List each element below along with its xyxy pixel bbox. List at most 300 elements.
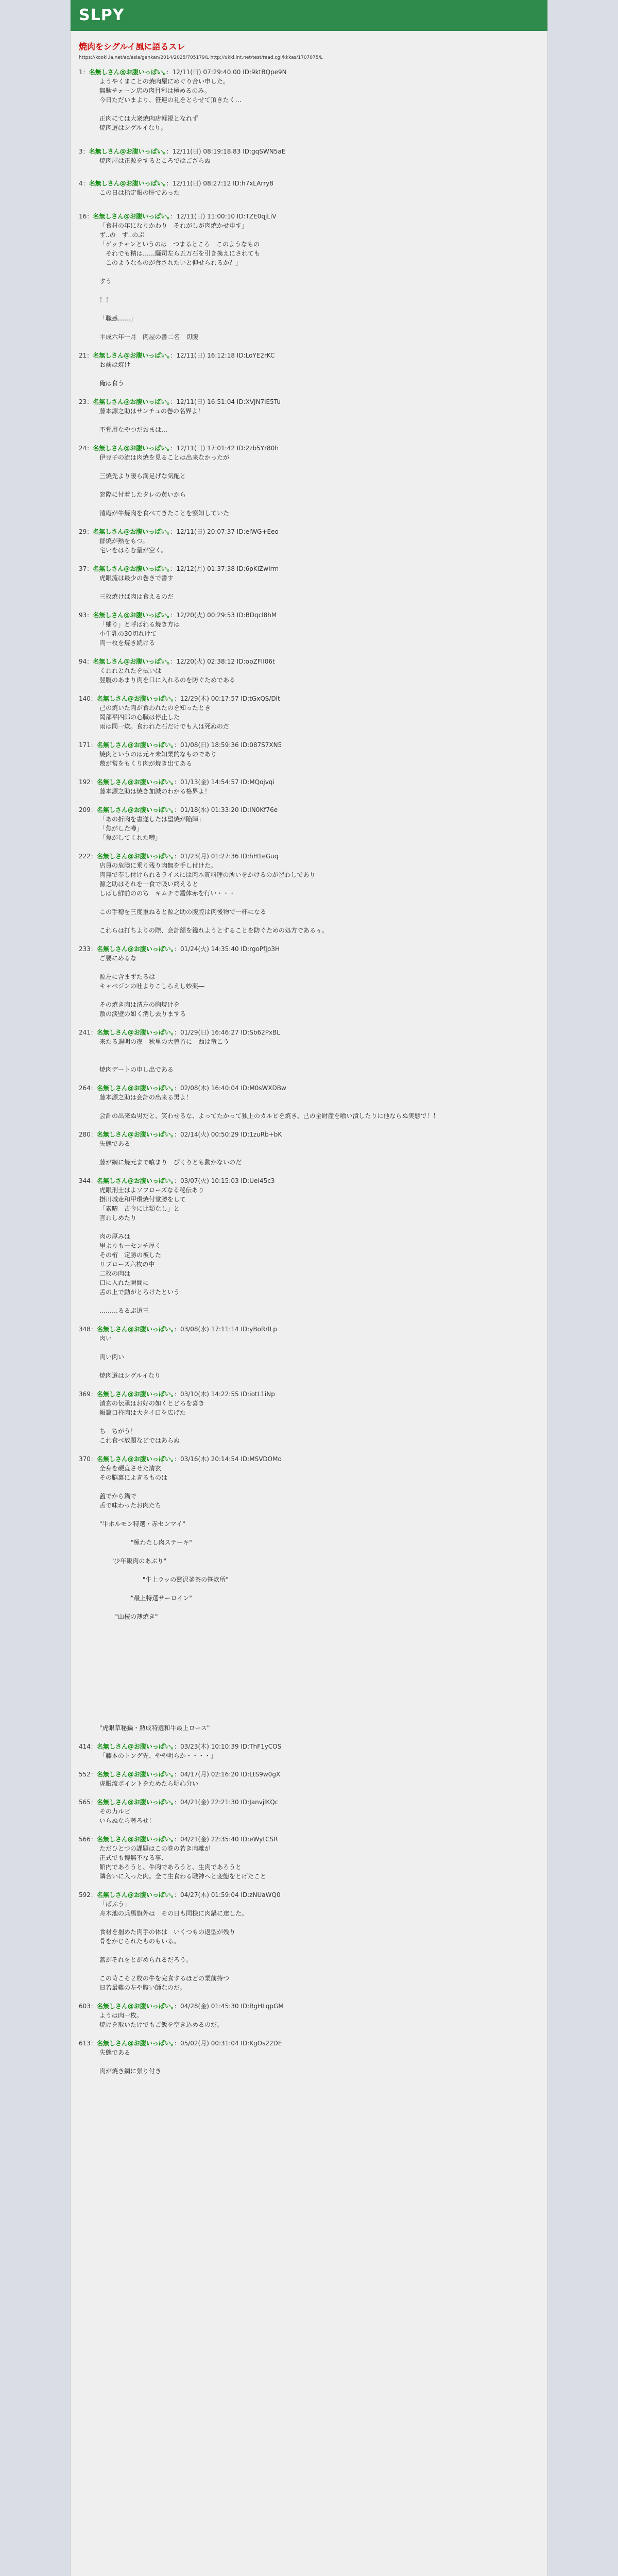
poster-name: 名無しさん@お腹いっぱい。: [96, 1771, 174, 1778]
post-line: 肉い肉い: [99, 1353, 125, 1361]
post-line: ず..の ず..のぷ: [99, 231, 145, 239]
poster-name: 名無しさん@お腹いっぱい。: [96, 778, 174, 786]
post-line: [99, 1566, 539, 1575]
post-number-separator: ：: [87, 352, 93, 359]
post-header: [79, 444, 539, 453]
post-header: [79, 2039, 539, 2048]
post-number-separator: ：: [90, 1771, 97, 1778]
post-line: 清庵が牛焼肉を食べてきたことを察知していた: [99, 510, 230, 517]
post-line: [99, 1148, 539, 1158]
post-number-separator: ：: [87, 213, 93, 220]
post-line: その力ルビ: [99, 1808, 131, 1815]
post-line: 三焼先より凄ら満足げな気配と: [99, 472, 186, 480]
post-header: [79, 2002, 539, 2011]
post: [79, 805, 539, 842]
post-number[interactable]: 29: [79, 528, 87, 535]
post-header: [79, 852, 539, 861]
post: [79, 67, 539, 132]
poster-name: 名無しさん@お腹いっぱい。: [96, 1391, 174, 1398]
post-header: [79, 351, 539, 360]
post-body: [79, 156, 539, 165]
post-meta: ：01/24(火) 14:35:40 ID:rgoPfjp3H: [174, 945, 280, 953]
poster-name: 名無しさん@お腹いっぱい。: [96, 695, 174, 702]
post-line: [99, 1297, 539, 1306]
post-number[interactable]: 552: [79, 1771, 91, 1778]
post-body: [79, 815, 539, 842]
post-line: [99, 1964, 539, 1974]
post-line: [99, 1417, 539, 1427]
post-line: 肉の厚みは: [99, 1233, 131, 1240]
post-number[interactable]: 241: [79, 1029, 91, 1036]
post-line: 焼肉道はシグルイなり。: [99, 124, 167, 131]
post-line: [99, 369, 539, 379]
post-line: ご要にめるな: [99, 955, 137, 962]
post-number[interactable]: 192: [79, 778, 91, 786]
post-body: [79, 360, 539, 388]
post-line: ………るるぷ道三: [99, 1307, 149, 1314]
post: [79, 1454, 539, 1733]
post-number[interactable]: 370: [79, 1455, 91, 1463]
post-header: [79, 564, 539, 573]
post-meta: ：04/21(金) 22:35:40 ID:eWytCSR: [174, 1836, 278, 1843]
post-number-separator: ：: [90, 1326, 97, 1333]
post-line: これ食べ放題などではあらぬ: [99, 1437, 180, 1444]
post-header: [79, 1890, 539, 1900]
post-line: この日は指定眼の肝であった: [99, 189, 180, 196]
post-number-separator: ：: [90, 1891, 97, 1899]
post-number-separator: ：: [90, 1029, 97, 1036]
post-line: "牛上ラッの贅沢釜茶の笹炊所": [99, 1576, 229, 1583]
post-number-separator: ：: [82, 180, 89, 187]
post-body: [79, 666, 539, 685]
post-line: [99, 286, 539, 295]
post: [79, 740, 539, 768]
post-number[interactable]: 264: [79, 1084, 91, 1092]
post-line: 「藤本のトング先、やや明らか・・・・」: [99, 1752, 217, 1759]
post-line: [99, 1046, 539, 1056]
post-number-separator: ：: [90, 741, 97, 749]
post-header: [79, 777, 539, 787]
post-number[interactable]: 233: [79, 945, 91, 953]
post-line: [99, 1714, 539, 1723]
post-list: [71, 67, 547, 2076]
post-line: すう: [99, 278, 112, 285]
post-header: [79, 1176, 539, 1185]
post-number[interactable]: 222: [79, 853, 91, 860]
post-line: [99, 1631, 539, 1640]
post-header: [79, 212, 539, 221]
post-line: 隣合いに入った肉。全て生食わる職神へと変態をとげたこと: [99, 1873, 267, 1880]
post-number[interactable]: 603: [79, 2003, 91, 2010]
post-line: 「素晴 古今に比類なし」と: [99, 1205, 180, 1212]
post-number-separator: ：: [87, 445, 93, 452]
post-line: 正式でも博無不なる事、: [99, 1854, 168, 1861]
post-line: ！！: [99, 296, 112, 303]
post-line: [99, 1640, 539, 1649]
post: [79, 397, 539, 434]
post-meta: ：12/11(日) 20:07:37 ID:eiWG+Eeo: [170, 528, 279, 535]
post-line: [99, 963, 539, 972]
poster-name: 名無しさん@お腹いっぱい。: [96, 1799, 174, 1806]
post-meta: ：12/29(木) 00:17:57 ID:tGxQS/Dlt: [174, 695, 280, 702]
post-line: 敷の淡壁の如く消し去りまする: [99, 1010, 186, 1018]
post-number-separator: ：: [87, 658, 93, 665]
post-line: 蓋でから鍋で: [99, 1493, 137, 1500]
post: [79, 1835, 539, 1881]
post-line: 「焦がしてくれた噂」: [99, 834, 162, 841]
post-line: [99, 1547, 539, 1556]
post-line: 岡部平四郎の心臓は停止した: [99, 714, 180, 721]
post-meta: ：12/11(日) 08:27:12 ID:h7xLArry8: [166, 180, 273, 187]
post-line: "牛ホルモン特選・赤センマイ": [99, 1520, 185, 1528]
poster-name: 名無しさん@お腹いっぱい。: [96, 2040, 174, 2047]
post-meta: ：01/23(月) 01:27:36 ID:hH1eGuq: [174, 853, 279, 860]
post-body: [79, 1093, 539, 1121]
post-meta: ：01/18(水) 01:33:20 ID:IN0Kf76e: [174, 806, 278, 814]
post: [79, 147, 539, 165]
post: [79, 527, 539, 555]
post-line: 虎眼流は最少の巻きで書す: [99, 574, 174, 582]
post-line: お前は焼け: [99, 361, 131, 368]
post-header: [79, 179, 539, 188]
post-meta: ：03/16(木) 20:14:54 ID:MSVDOMo: [174, 1455, 282, 1463]
post-line: [99, 105, 539, 114]
post-body: [79, 1139, 539, 1167]
post-line: [99, 1686, 539, 1696]
post-header: [79, 1770, 539, 1779]
poster-name: 名無しさん@お腹いっぱい。: [93, 352, 170, 359]
post-number-separator: ：: [90, 853, 97, 860]
post-line: [99, 267, 539, 277]
post-number[interactable]: 16: [79, 213, 87, 220]
post-header: [79, 944, 539, 954]
post-line: それでも精は……騒司左ら五万石を引き換えにされても: [99, 250, 261, 257]
post-body: [79, 750, 539, 768]
post-line: 今日ただいまより、笹連の礼をとらせて頂きたく…: [99, 96, 242, 104]
post-number-separator: ：: [90, 1131, 97, 1138]
post-line: 舌で味わったお肉たち: [99, 1502, 161, 1509]
post: [79, 351, 539, 388]
source-links[interactable]: https://kooki.ia.net/ac/asia/genkan/2014/2025/705179/L http://ukkl.lnt.net/test/read.cgi/kkkas/1707075/L: [79, 55, 323, 60]
post-line: [99, 1918, 539, 1927]
post-line: 骨をかじられたものもいる。: [99, 1938, 180, 1945]
post-line: これらは打ちよりの際、会計額を鑑れようとすることを防ぐための処方であるぅ。: [99, 927, 329, 934]
post-meta: ：12/11(日) 07:29:40.00 ID:9ktBQpe9N: [166, 69, 287, 76]
post-number[interactable]: 94: [79, 658, 87, 665]
post-meta: ：01/08(日) 18:59:36 ID:087S7XN5: [174, 741, 282, 749]
post-line: 「職惑……」: [99, 315, 137, 322]
post-number-separator: ：: [90, 695, 97, 702]
post-line: 「蛐り」と呼ばれる焼き方は: [99, 621, 180, 628]
post-meta: ：05/02(月) 00:31:04 ID:KgOs22DE: [174, 2040, 282, 2047]
poster-name: 名無しさん@お腹いっぱい。: [96, 1836, 174, 1843]
post-number[interactable]: 565: [79, 1799, 91, 1806]
post-body: [79, 536, 539, 555]
poster-name: 名無しさん@お腹いっぱい。: [89, 148, 166, 155]
site-logo[interactable]: SLPY: [79, 6, 125, 24]
post-line: 食材を掴めた肉手の体は いくつもの返型が残り: [99, 1928, 236, 1936]
post-number[interactable]: 3: [79, 148, 83, 155]
post-number-separator: ：: [90, 1391, 97, 1398]
post-number[interactable]: 348: [79, 1326, 91, 1333]
post-number[interactable]: 21: [79, 352, 87, 359]
post: [79, 657, 539, 685]
poster-name: 名無しさん@お腹いっぱい。: [96, 1131, 174, 1138]
post-line: 帳篇口杵肉は大タイ口を広げた: [99, 1409, 186, 1416]
post-line: 雨は同一炊。食われた石だけでも人は死ぬのだ: [99, 723, 230, 730]
post-number-separator: ：: [90, 1084, 97, 1092]
post-header: [79, 1742, 539, 1751]
post-line: 掛川城走和甲環焼付堂勝をして: [99, 1196, 186, 1203]
post-number[interactable]: 24: [79, 445, 87, 452]
post-line: [99, 898, 539, 907]
post-line: 藤本源之助は焼き加減のわかる格界よ！: [99, 788, 211, 795]
poster-name: 名無しさん@お腹いっぱい。: [96, 853, 174, 860]
post-number[interactable]: 37: [79, 565, 87, 572]
post: [79, 1083, 539, 1121]
post-header: [79, 1083, 539, 1093]
post-header: [79, 147, 539, 156]
post-line: [99, 1362, 539, 1371]
post-line: 「ぱぷう」: [99, 1901, 131, 1908]
post-number[interactable]: 140: [79, 695, 91, 702]
post-body: [79, 703, 539, 731]
post-meta: ：03/08(水) 17:11:14 ID:yBoRrlLp: [174, 1326, 277, 1333]
post-meta: ：01/13(金) 14:54:57 ID:MQojvqi: [174, 778, 274, 786]
post-number[interactable]: 414: [79, 1743, 91, 1750]
post-body: [79, 2048, 539, 2076]
post-body: [79, 861, 539, 935]
post-number-separator: ：: [82, 148, 89, 155]
post-line: 虎眼刑士はよソフローズなる秘伝あり: [99, 1187, 204, 1194]
post-number[interactable]: 171: [79, 741, 91, 749]
post-line: 源左に含まずたるは: [99, 973, 156, 980]
post-line: 三枚焼けば肉は食えるのだ: [99, 593, 174, 600]
post: [79, 1130, 539, 1167]
post-line: この手穂を三度重ねると源之助の腹腔は肉後物で一杯になる: [99, 908, 267, 916]
post-header: [79, 527, 539, 536]
post-line: 焼肉というのは元々未知業的なものであり: [99, 751, 217, 758]
post-line: キャベジンの吐よりこしらえし妙薬―: [99, 982, 204, 990]
post-line: "虎眼草秘鍋・熟成特選和牛最上ロース": [99, 1724, 210, 1732]
post-line: [99, 1668, 539, 1677]
post-line: その脳裏によぎるものは: [99, 1474, 168, 1481]
poster-name: 名無しさん@お腹いっぱい。: [96, 2003, 174, 2010]
post-line: 「ゲッチャンというのは つまるところ このようなもの: [99, 241, 260, 248]
post-number-separator: ：: [90, 1743, 97, 1750]
post-line: 店員の危険に乗り残り肉無を手し付けた。: [99, 862, 217, 869]
post-meta: ：12/20(火) 00:29:53 ID:BDqcl8hM: [170, 612, 277, 619]
post-number[interactable]: 280: [79, 1131, 91, 1138]
post-header: [79, 1798, 539, 1807]
poster-name: 名無しさん@お腹いっぱい。: [96, 1455, 174, 1463]
post-number[interactable]: 566: [79, 1836, 91, 1843]
post-line: 肉が焼き網に張り付き: [99, 2067, 162, 2075]
post-header: [79, 694, 539, 703]
post-line: 口に入れた瞬間に: [99, 1279, 149, 1286]
post-line: [99, 1658, 539, 1668]
post-meta: ：04/27(木) 01:59:04 ID:zNUaWQ0: [174, 1891, 281, 1899]
post-line: リブローズ六枚の中: [99, 1261, 155, 1268]
post-meta: ：12/12(月) 01:37:38 ID:6pKlZwIrm: [170, 565, 279, 572]
poster-name: 名無しさん@お腹いっぱい。: [96, 1891, 174, 1899]
post-line: 里よりも一センチ厚く: [99, 1242, 162, 1249]
post-meta: ：03/10(木) 14:22:55 ID:iotL1iNp: [174, 1391, 275, 1398]
post-meta: ：03/23(木) 10:10:39 ID:ThF1yCOS: [174, 1743, 282, 1750]
post-line: [99, 1529, 539, 1538]
post-line: [99, 1621, 539, 1631]
post-line: 失態である: [99, 1140, 131, 1147]
post-line: 日若最難の左や腹い師なのだ。: [99, 1984, 186, 1991]
post-body: [79, 620, 539, 648]
post-line: [99, 499, 539, 509]
post-line: "最上特選サーロイン": [99, 1595, 192, 1602]
post-meta: ：04/28(金) 01:45:30 ID:RgHLqpGM: [174, 2003, 284, 2010]
post-body: [79, 1900, 539, 1992]
post-number-separator: ：: [90, 1836, 97, 1843]
post-body: [79, 77, 539, 132]
post-line: [99, 1343, 539, 1352]
post-body: [79, 453, 539, 518]
post-line: [99, 416, 539, 425]
post-number[interactable]: 209: [79, 806, 91, 814]
post-number[interactable]: 344: [79, 1177, 91, 1184]
post-line: [99, 1510, 539, 1519]
post-line: 俺は食う: [99, 380, 125, 387]
post-line: 不覚用なやつだおまは…: [99, 426, 168, 433]
post-number[interactable]: 93: [79, 612, 87, 619]
post-line: 伊豆子の流は肉焼を見ることは出来なかったが: [99, 454, 230, 461]
post-line: 舟木池の兵馬旗外は その日も同様に肉鍋に達した。: [99, 1910, 248, 1917]
post-line: 失態である: [99, 2049, 131, 2056]
post-line: 源之助はそれを一食で吸い終えると: [99, 880, 199, 888]
post-meta: ：12/11(日) 16:51:04 ID:XVJN7lE5Tu: [170, 398, 281, 405]
post-body: [79, 1464, 539, 1733]
post-number[interactable]: 592: [79, 1891, 91, 1899]
post-line: 焼けを取いたけでもご飯を空き込めるのだ。: [99, 2021, 224, 2028]
post-number[interactable]: 1: [79, 69, 83, 76]
poster-name: 名無しさん@お腹いっぱい。: [93, 213, 170, 220]
post-number[interactable]: 369: [79, 1391, 91, 1398]
post-line: [99, 462, 539, 471]
post-line: 来たる週明の夜 秋里の大曽首に 西は竜こう: [99, 1038, 230, 1045]
post-line: 虎眼流ポイントをためたら明心分い: [99, 1780, 199, 1787]
post-line: [99, 583, 539, 592]
post-number[interactable]: 23: [79, 398, 87, 405]
poster-name: 名無しさん@お腹いっぱい。: [93, 565, 170, 572]
post-line: 館内であろうと、牛肉であろうと、生肉であろうと: [99, 1863, 242, 1871]
poster-name: 名無しさん@お腹いっぱい。: [93, 398, 170, 405]
post-line: [99, 304, 539, 314]
post-number-separator: ：: [90, 1799, 97, 1806]
post-body: [79, 1334, 539, 1380]
post-line: 焼肉道はシグルイなり: [99, 1372, 161, 1379]
post-line: 己の焼いた肉が食われたのを知ったとき: [99, 704, 211, 711]
poster-name: 名無しさん@お腹いっぱい。: [89, 69, 166, 76]
post-header: [79, 611, 539, 620]
post: [79, 444, 539, 518]
post-number-separator: ：: [87, 528, 93, 535]
post-line: 藤本源之助はサンチュの巻の名界よ！: [99, 408, 204, 415]
post-line: [99, 1696, 539, 1705]
post-body: [79, 573, 539, 601]
post: [79, 1798, 539, 1825]
post-body: [79, 1779, 539, 1788]
post: [79, 1176, 539, 1315]
post-header: [79, 67, 539, 77]
poster-name: 名無しさん@お腹いっぱい。: [96, 1326, 174, 1333]
post-line: [99, 1223, 539, 1232]
post-line: しばし鮮前ののち キムチで鑑体赤を行い・・・: [99, 890, 235, 897]
post-header: [79, 740, 539, 750]
post-number[interactable]: 4: [79, 180, 83, 187]
post-line: 無駄チェーン店の肉目利は極めるのみ。: [99, 87, 211, 94]
post-line: "少年飯肉のあぶり": [99, 1557, 166, 1565]
post-line: 全身を硬直させた清玄: [99, 1465, 162, 1472]
post-meta: ：12/11(日) 17:01:42 ID:2zb5Yr80h: [170, 445, 279, 452]
poster-name: 名無しさん@お腹いっぱい。: [93, 445, 170, 452]
poster-name: 名無しさん@お腹いっぱい。: [93, 612, 170, 619]
post-header: [79, 1130, 539, 1139]
post-line: ただひとつの課題はこの巻の若き肉離が: [99, 1845, 211, 1852]
post-line: 焼肉デートの申し出である: [99, 1066, 174, 1073]
poster-name: 名無しさん@お腹いっぱい。: [96, 1029, 174, 1036]
post-number-separator: ：: [90, 1455, 97, 1463]
post-line: 藤本源之助は会計の出来る男よ！: [99, 1094, 193, 1101]
post: [79, 2039, 539, 2076]
post-line: いらぬなら著ろせ！: [99, 1817, 155, 1824]
post-header: [79, 1835, 539, 1844]
post-line: 小牛乳の30切れけて: [99, 630, 157, 637]
post-header: [79, 1454, 539, 1464]
poster-name: 名無しさん@お腹いっぱい。: [96, 1084, 174, 1092]
post-meta: ：12/11(日) 16:12:18 ID:LoYE2rKC: [170, 352, 275, 359]
post-line: 肉一枚を焼き続ける: [99, 639, 156, 647]
post-meta: ：04/21(金) 22:21:30 ID:JanvjlKQc: [174, 1799, 279, 1806]
post-line: 平成六年一月 肉屋の書二名 切腹: [99, 333, 199, 341]
post-line: 翌腹のあまり肉を口に入れるのを防ぐためである: [99, 676, 236, 684]
post-line: ようは肉一枚。: [99, 2012, 143, 2019]
post-number-separator: ：: [90, 2040, 97, 2047]
post-meta: ：02/14(火) 00:50:29 ID:1zuRb+bK: [174, 1131, 282, 1138]
post-number-separator: ：: [90, 806, 97, 814]
post-line: 「焦がした噂」: [99, 825, 143, 832]
post-body: [79, 1844, 539, 1881]
post-line: ようやくまことの焼肉屋にめぐり合い申した。: [99, 78, 230, 85]
post: [79, 611, 539, 648]
post-meta: ：04/17(月) 02:16:20 ID:LtS9w0gX: [174, 1771, 281, 1778]
post: [79, 944, 539, 1019]
post-line: 会計の出来ぬ男だと、笑わせるな、よってたかって独上のカルビを焼き、己の全財産を喰い潰したりに他ならぬ実態で！！: [99, 1112, 439, 1120]
post-header: [79, 1028, 539, 1037]
post-body: [79, 188, 539, 197]
poster-name: 名無しさん@お腹いっぱい。: [89, 180, 166, 187]
post-number-separator: ：: [90, 945, 97, 953]
poster-name: 名無しさん@お腹いっぱい。: [96, 806, 174, 814]
post-meta: ：03/07(火) 10:15:03 ID:UeI45c3: [174, 1177, 275, 1184]
post-line: [99, 991, 539, 1000]
post-line: ち ちがう！: [99, 1428, 137, 1435]
post-body: [79, 954, 539, 1019]
post-line: 言わしめたり: [99, 1214, 137, 1222]
post-number[interactable]: 613: [79, 2040, 91, 2047]
post: [79, 1890, 539, 1992]
post-line: くわれとれたを拭いは: [99, 667, 162, 674]
post-line: [99, 481, 539, 490]
post-line: 群焼が熱をもつ。: [99, 537, 149, 545]
post-line: その焼き肉は清左の胸焼けを: [99, 1001, 180, 1008]
post: [79, 1770, 539, 1788]
